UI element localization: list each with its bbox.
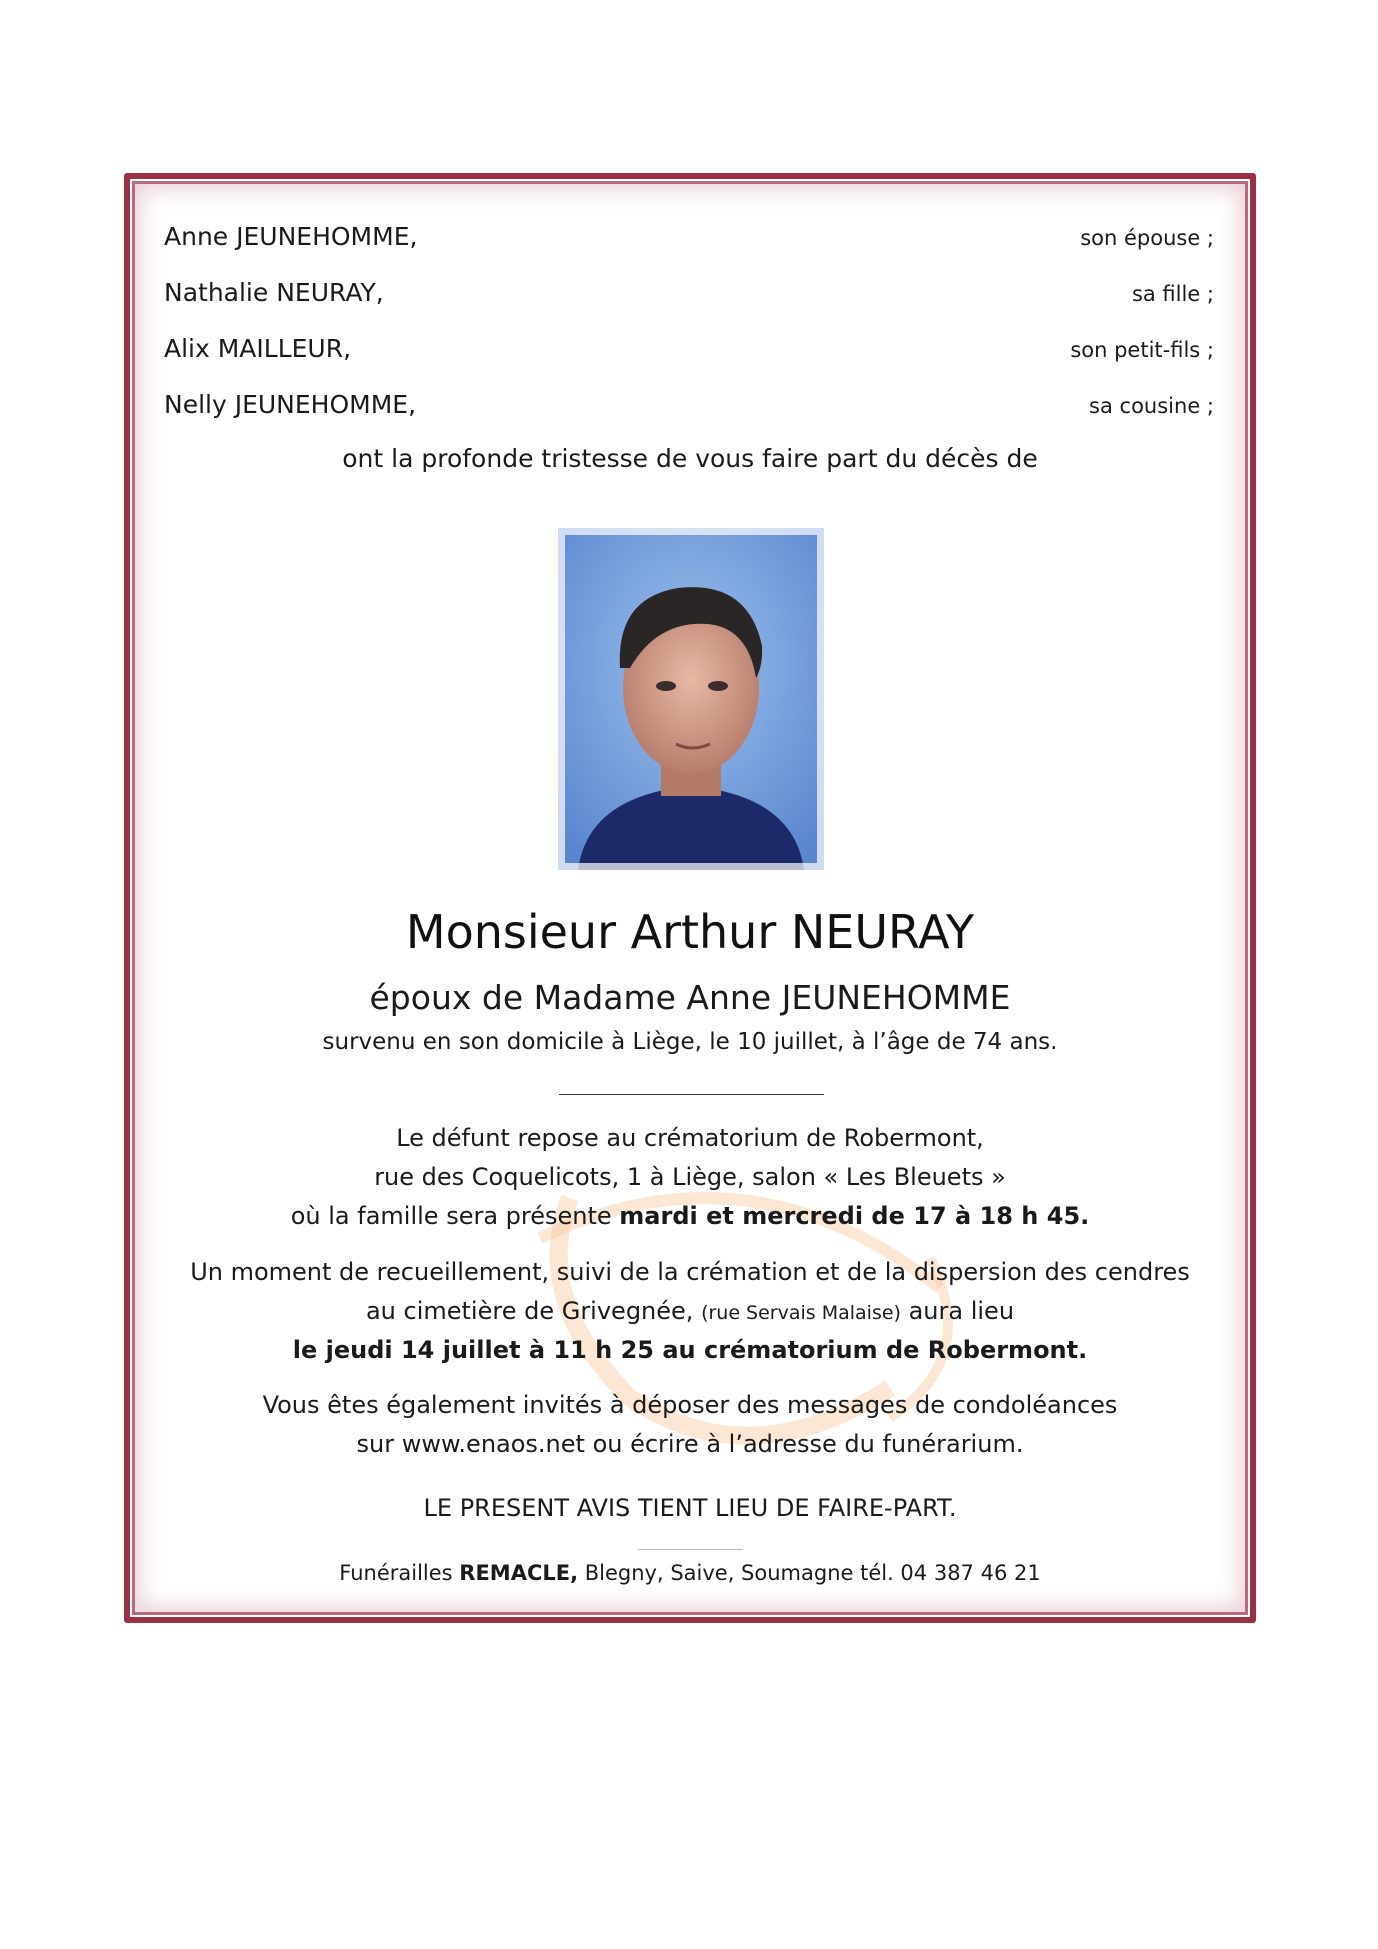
ceremony-street: (rue Servais Malaise) bbox=[701, 1302, 901, 1324]
family-row-cousin bbox=[164, 390, 1214, 430]
family-name: Nelly JEUNEHOMME, bbox=[164, 390, 417, 419]
rest-location-line-2: rue des Coquelicots, 1 à Liège, salon « Les Bleuets » bbox=[374, 1163, 1006, 1191]
footer-details: Blegny, Saive, Soumagne tél. 04 387 46 21 bbox=[578, 1561, 1041, 1585]
deceased-spouse: époux de Madame Anne JEUNEHOMME bbox=[369, 978, 1011, 1017]
family-relation: son petit-fils ; bbox=[1070, 338, 1214, 362]
family-relation: sa cousine ; bbox=[1089, 394, 1214, 418]
footer-prefix: Funérailles bbox=[339, 1561, 460, 1585]
family-name: Anne JEUNEHOMME, bbox=[164, 222, 418, 251]
family-row-grandson bbox=[164, 334, 1214, 374]
family-relation: sa fille ; bbox=[1131, 282, 1214, 306]
family-name: Alix MAILLEUR, bbox=[164, 334, 352, 363]
family-row-daughter bbox=[164, 278, 1214, 318]
footer-divider bbox=[638, 1549, 743, 1550]
deceased-name: Monsieur Arthur NEURAY bbox=[405, 905, 975, 959]
rest-location-line-3 bbox=[124, 1202, 1256, 1230]
deceased-portrait-photo bbox=[558, 528, 824, 870]
visiting-hours: mardi et mercredi de 17 à 18 h 45. bbox=[619, 1202, 1090, 1230]
family-name: Nathalie NEURAY, bbox=[164, 278, 384, 307]
condolences-line-1: Vous êtes également invités à déposer des messages de condoléances bbox=[262, 1391, 1118, 1419]
funeral-home-name: REMACLE, bbox=[459, 1561, 579, 1585]
divider-line bbox=[559, 1094, 824, 1095]
condolences-line-2: sur www.enaos.net ou écrire à l’adresse du funérarium. bbox=[356, 1430, 1024, 1458]
family-row-spouse bbox=[164, 222, 1214, 262]
intro-text: ont la profonde tristesse de vous faire part du décès de bbox=[342, 444, 1038, 473]
ceremony-line-1: Un moment de recueillement, suivi de la crémation et de la dispersion des cendres bbox=[190, 1258, 1190, 1286]
ceremony-line-2 bbox=[124, 1297, 1256, 1325]
notice-statement: LE PRESENT AVIS TIENT LIEU DE FAIRE-PART. bbox=[423, 1494, 957, 1522]
funeral-home-footer bbox=[124, 1561, 1256, 1585]
ceremony-line-suffix: aura lieu bbox=[900, 1297, 1015, 1325]
ceremony-cemetery: au cimetière de Grivegnée, bbox=[365, 1297, 702, 1325]
rest-location-line-1: Le défunt repose au crématorium de Robermont, bbox=[396, 1124, 984, 1152]
deceased-passing: survenu en son domicile à Liège, le 10 juillet, à l’âge de 74 ans. bbox=[322, 1029, 1058, 1055]
ceremony-date: le jeudi 14 juillet à 11 h 25 au crématorium de Robermont. bbox=[292, 1336, 1088, 1364]
rest-line-prefix: où la famille sera présente bbox=[290, 1202, 620, 1230]
family-relation: son épouse ; bbox=[1080, 226, 1214, 250]
